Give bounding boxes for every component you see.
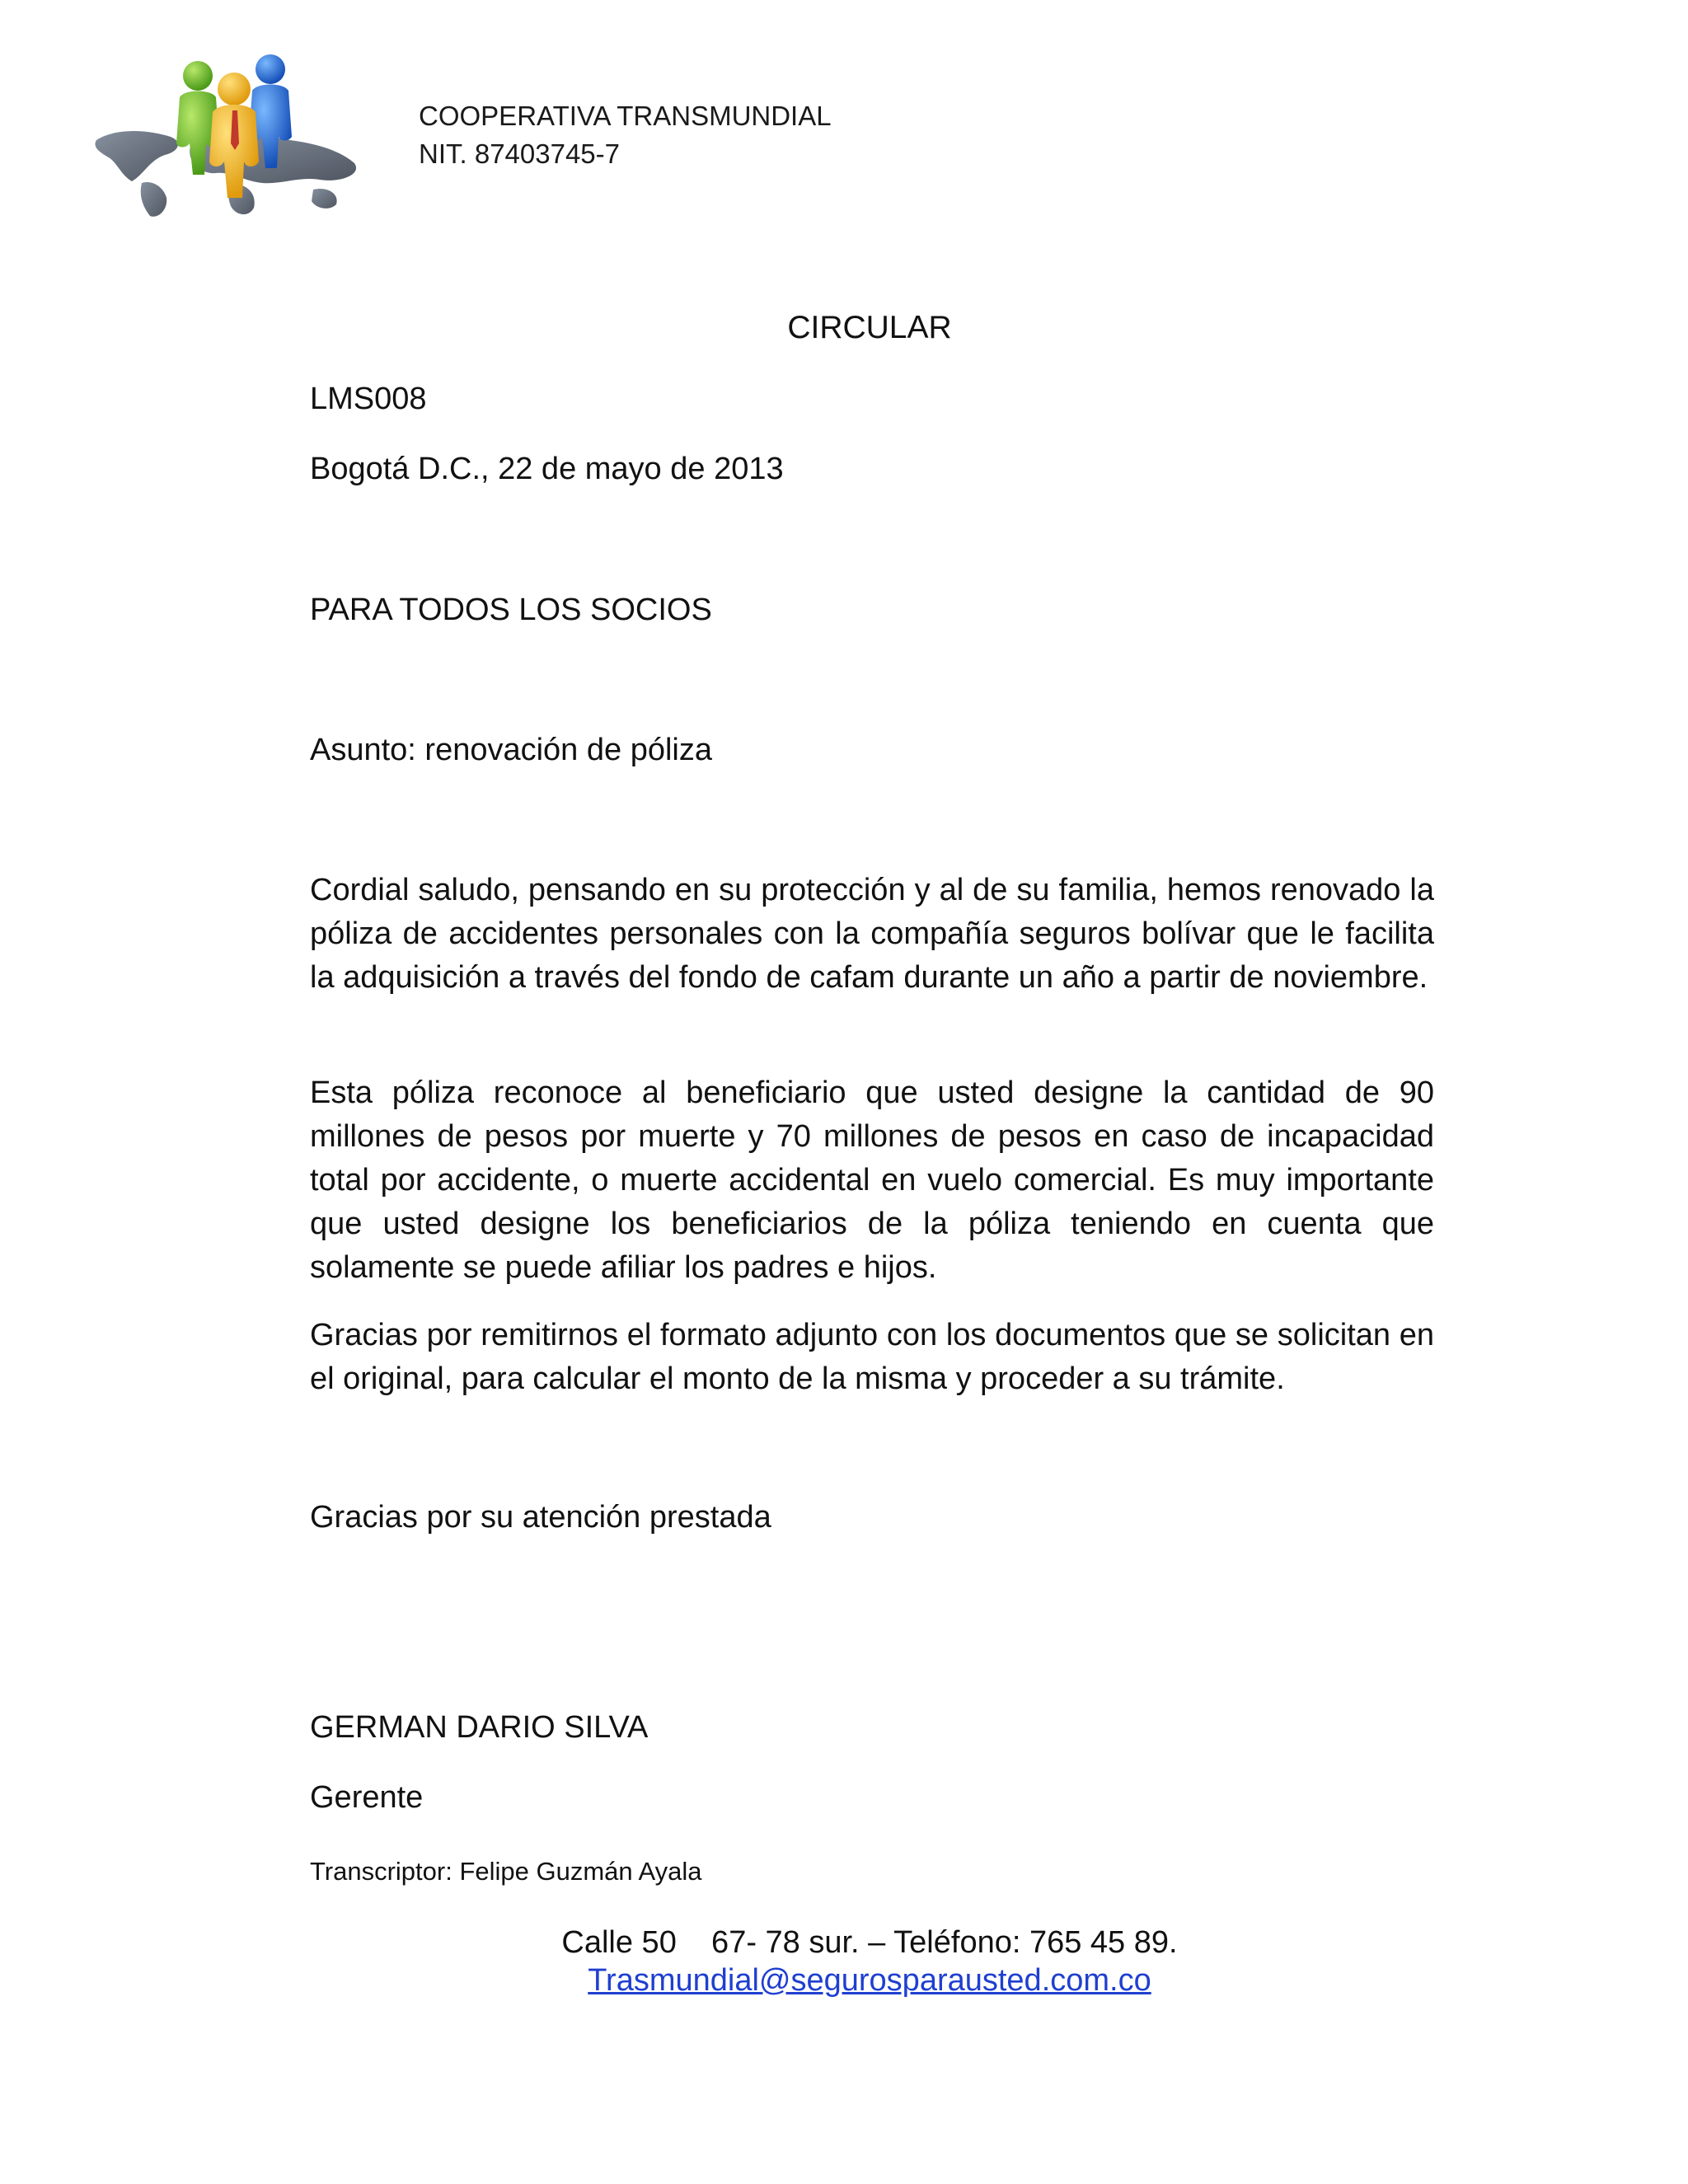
footer-email [0,1961,1688,1999]
footer-email-link[interactable]: Trasmundial@segurosparausted.com.co [588,1963,1151,1998]
subject-line: Asunto: renovación de póliza [310,733,712,767]
document-title: CIRCULAR [787,310,952,345]
place-date: Bogotá D.C., 22 de mayo de 2013 [310,452,784,486]
body-paragraph: Esta póliza reconoce al beneficiario que usted designe la cantidad de 90 millones de pesos por muerte y 70 millones de pesos en caso de incapacidad total por accidente, o muerte accidental en vuelo comercial. Es muy importante que usted designe los beneficiarios de la póliza teniendo en cuenta que solamente se puede afiliar los padres e hijos. [310,1076,1434,1285]
organization-nit: NIT. 87403745-7 [419,138,621,169]
organization-header [419,97,832,173]
signer-role: Gerente [310,1780,424,1815]
body-paragraph: Cordial saludo, pensando en su protección y al de su familia, hemos renovado la póliza de accidentes personales con la compañía seguros bolívar que le facilita la adquisición a través del fondo de cafam durante un año a partir de noviembre. [310,873,1434,995]
body-paragraph: Gracias por remitirnos el formato adjunto con los documentos que se solicitan en el original, para calcular el monto de la misma y proceder a su trámite. [310,1318,1434,1396]
signer-name: GERMAN DARIO SILVA [310,1710,649,1745]
organization-name: COOPERATIVA TRANSMUNDIAL [419,101,832,131]
cooperative-logo [92,51,373,224]
reference-code: LMS008 [310,382,427,416]
transcriber-note: Transcriptor: Felipe Guzmán Ayala [310,1857,702,1886]
addressee: PARA TODOS LOS SOCIOS [310,593,712,627]
footer-address-text: Calle 50 67- 78 sur. – Teléfono: 765 45 89. [561,1925,1178,1960]
closing-line: Gracias por su atención prestada [310,1500,771,1535]
footer-address [0,1924,1688,1961]
